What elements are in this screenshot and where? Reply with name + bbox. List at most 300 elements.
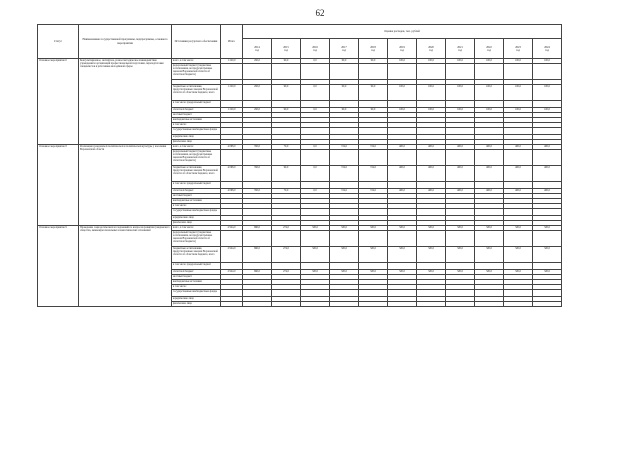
value-cell: 320,0 xyxy=(388,226,417,231)
value-cell: 320,0 xyxy=(417,247,446,263)
source-cell: физические лица xyxy=(172,140,221,145)
value-cell xyxy=(446,150,475,166)
source-cell: бюджетные ассигнования, предусмотренные законом Воронежской области об областном бюджете, всего xyxy=(172,85,221,101)
value-cell xyxy=(417,209,446,216)
value-cell xyxy=(330,182,359,189)
value-cell: 724,0 xyxy=(330,189,359,194)
year-suffix: год xyxy=(371,48,375,52)
value-cell xyxy=(243,182,272,189)
value-cell: 320,0 xyxy=(359,226,388,231)
value-cell xyxy=(475,231,504,247)
value-cell xyxy=(359,263,388,270)
total-cell: 4 098,0 xyxy=(221,145,243,150)
value-cell xyxy=(504,128,533,135)
value-cell xyxy=(417,128,446,135)
block-name: Консультационное, экспертное, и иное методическое взаимодействие учреждений и организаций профессиональной подготовки, переподготовки специалистов и работников молодёжной сферы xyxy=(79,59,172,145)
value-cell: 100,0 xyxy=(446,85,475,101)
year-suffix: год xyxy=(516,48,520,52)
total-cell xyxy=(221,101,243,108)
value-cell: 690,0 xyxy=(243,247,272,263)
value-cell: 400,0 xyxy=(504,189,533,194)
value-cell xyxy=(475,209,504,216)
value-cell: 100,0 xyxy=(446,108,475,113)
value-cell xyxy=(359,101,388,108)
value-cell xyxy=(504,302,533,307)
value-cell xyxy=(475,64,504,80)
source-cell: областной бюджет xyxy=(172,189,221,194)
value-cell: 70,0 xyxy=(272,145,301,150)
value-cell xyxy=(330,231,359,247)
value-cell xyxy=(504,209,533,216)
value-cell: 100,0 xyxy=(446,59,475,64)
header-year-2017 xyxy=(330,39,359,59)
table-body xyxy=(38,59,562,307)
value-cell: 724,0 xyxy=(330,166,359,182)
value-cell: 100,0 xyxy=(504,59,533,64)
value-cell xyxy=(504,231,533,247)
total-cell xyxy=(221,231,243,247)
total-cell xyxy=(221,209,243,216)
value-cell xyxy=(330,128,359,135)
value-cell xyxy=(446,263,475,270)
value-cell xyxy=(388,263,417,270)
value-cell: 350,0 xyxy=(243,189,272,194)
value-cell xyxy=(301,209,330,216)
value-cell xyxy=(446,182,475,189)
value-cell: 400,0 xyxy=(533,145,562,150)
year-suffix: год xyxy=(255,48,259,52)
source-cell: юридические лица xyxy=(172,216,221,221)
value-cell: 320,0 xyxy=(301,270,330,275)
value-cell xyxy=(475,182,504,189)
value-cell: 320,0 xyxy=(446,226,475,231)
source-cell: в том числе: федеральный бюджет xyxy=(172,182,221,189)
value-cell: 320,0 xyxy=(417,226,446,231)
block-name: Реализация гражданской политической и политической культуры у населения Воронежской области xyxy=(79,145,172,226)
value-cell xyxy=(446,128,475,135)
source-cell: в том числе: федеральный бюджет xyxy=(172,101,221,108)
year-suffix: год xyxy=(545,48,549,52)
header-year-2019 xyxy=(388,39,417,59)
value-cell: 320,0 xyxy=(301,226,330,231)
value-cell: 320,0 xyxy=(475,270,504,275)
value-cell xyxy=(533,209,562,216)
value-cell xyxy=(301,231,330,247)
value-cell: 400,0 xyxy=(417,189,446,194)
value-cell xyxy=(301,302,330,307)
value-cell: 400,0 xyxy=(417,145,446,150)
value-cell: 320,0 xyxy=(417,270,446,275)
value-cell xyxy=(330,101,359,108)
value-cell: 450,0 xyxy=(243,59,272,64)
value-cell: 320,0 xyxy=(359,247,388,263)
value-cell xyxy=(243,64,272,80)
value-cell: 400,0 xyxy=(417,166,446,182)
value-cell: 90,0 xyxy=(272,166,301,182)
year-label: 2020 xyxy=(428,45,434,49)
value-cell: 100,0 xyxy=(388,59,417,64)
value-cell: 320,0 xyxy=(330,270,359,275)
value-cell xyxy=(243,231,272,247)
value-cell: 320,0 xyxy=(330,226,359,231)
value-cell: 400,0 xyxy=(475,189,504,194)
year-label: 2017 xyxy=(341,45,347,49)
value-cell: 320,0 xyxy=(504,270,533,275)
value-cell: 0,0 xyxy=(301,85,330,101)
value-cell: 690,0 xyxy=(243,226,272,231)
source-cell: федеральный бюджет (бюджетные ассигнования, не предусмотренные законом Воронежской области об областном бюджете) xyxy=(172,64,221,80)
block-status: Основное мероприятие 6 xyxy=(38,59,79,145)
year-suffix: год xyxy=(313,48,317,52)
value-cell xyxy=(272,231,301,247)
value-cell: 400,0 xyxy=(504,166,533,182)
value-cell xyxy=(533,182,562,189)
value-cell xyxy=(359,182,388,189)
budget-table xyxy=(37,24,562,307)
value-cell xyxy=(330,302,359,307)
value-cell xyxy=(272,64,301,80)
total-cell: 2 924,0 xyxy=(221,226,243,231)
value-cell xyxy=(504,101,533,108)
value-cell: 320,0 xyxy=(446,247,475,263)
header-year-2024 xyxy=(533,39,562,59)
value-cell: 0,0 xyxy=(301,189,330,194)
value-cell: 320,0 xyxy=(504,226,533,231)
header-year-2021 xyxy=(446,39,475,59)
source-cell: физические лица xyxy=(172,221,221,226)
year-label: 2019 xyxy=(399,45,405,49)
source-cell: государственные внебюджетные фонды xyxy=(172,290,221,297)
value-cell xyxy=(417,64,446,80)
value-cell: 100,0 xyxy=(388,108,417,113)
header-year-2016 xyxy=(301,39,330,59)
value-cell xyxy=(504,290,533,297)
total-cell xyxy=(221,64,243,80)
value-cell: 724,0 xyxy=(359,189,388,194)
value-cell xyxy=(243,290,272,297)
source-cell: внебюджетные источники xyxy=(172,118,221,123)
value-cell xyxy=(533,64,562,80)
source-cell: местный бюджет xyxy=(172,194,221,199)
header-name: Наименование государственной программы, подпрограммы, основного мероприятия xyxy=(79,25,172,59)
value-cell: 320,0 xyxy=(330,247,359,263)
value-cell xyxy=(504,150,533,166)
total-cell: 1 220,0 xyxy=(221,108,243,113)
value-cell xyxy=(301,101,330,108)
total-cell xyxy=(221,290,243,297)
value-cell xyxy=(359,209,388,216)
total-cell xyxy=(221,182,243,189)
year-label: 2018 xyxy=(370,45,376,49)
value-cell xyxy=(533,150,562,166)
value-cell xyxy=(272,290,301,297)
value-cell: 90,0 xyxy=(359,59,388,64)
value-cell: 400,0 xyxy=(446,166,475,182)
source-cell: в том числе: xyxy=(172,285,221,290)
source-cell: местный бюджет xyxy=(172,275,221,280)
value-cell: 0,0 xyxy=(301,166,330,182)
value-cell: 724,0 xyxy=(359,166,388,182)
value-cell xyxy=(330,263,359,270)
value-cell: 274,0 xyxy=(272,247,301,263)
total-cell: 1 220,0 xyxy=(221,85,243,101)
value-cell: 320,0 xyxy=(475,226,504,231)
value-cell: 100,0 xyxy=(533,108,562,113)
value-cell xyxy=(301,290,330,297)
value-cell xyxy=(446,64,475,80)
value-cell: 100,0 xyxy=(504,108,533,113)
value-cell: 400,0 xyxy=(475,145,504,150)
header-status: Статус xyxy=(38,25,79,59)
total-cell xyxy=(221,128,243,135)
header-year-2015 xyxy=(272,39,301,59)
value-cell xyxy=(388,101,417,108)
value-cell xyxy=(417,101,446,108)
source-cell: в том числе: xyxy=(172,123,221,128)
header-estimate: Оценка расходов, тыс. рублей xyxy=(243,25,562,39)
value-cell xyxy=(359,290,388,297)
value-cell: 90,0 xyxy=(272,59,301,64)
source-cell: федеральный бюджет (бюджетные ассигнования, не предусмотренные законом Воронежской области об областном бюджете) xyxy=(172,150,221,166)
value-cell: 320,0 xyxy=(475,247,504,263)
header-year-2022 xyxy=(475,39,504,59)
value-cell xyxy=(330,64,359,80)
value-cell: 724,0 xyxy=(359,145,388,150)
value-cell xyxy=(272,209,301,216)
source-cell: в том числе: xyxy=(172,204,221,209)
value-cell: 274,0 xyxy=(272,270,301,275)
total-cell: 1 220,0 xyxy=(221,59,243,64)
year-suffix: год xyxy=(429,48,433,52)
source-cell: всего, в том числе: xyxy=(172,145,221,150)
value-cell: 320,0 xyxy=(388,247,417,263)
value-cell xyxy=(301,182,330,189)
total-cell: 2 924,0 xyxy=(221,270,243,275)
source-cell: юридические лица xyxy=(172,297,221,302)
value-cell xyxy=(301,64,330,80)
value-cell: 100,0 xyxy=(417,85,446,101)
value-cell: 724,0 xyxy=(330,145,359,150)
value-cell: 90,0 xyxy=(330,85,359,101)
source-cell: областной бюджет xyxy=(172,270,221,275)
block-status: Основное мероприятие 8 xyxy=(38,145,79,226)
value-cell xyxy=(272,150,301,166)
source-cell: государственные внебюджетные фонды xyxy=(172,128,221,135)
value-cell xyxy=(301,128,330,135)
header-year-2014 xyxy=(243,39,272,59)
value-cell: 320,0 xyxy=(533,270,562,275)
value-cell: 400,0 xyxy=(533,189,562,194)
value-cell xyxy=(388,302,417,307)
source-cell: бюджетные ассигнования, предусмотренные законом Воронежской области об областном бюджете, всего xyxy=(172,166,221,182)
value-cell: 320,0 xyxy=(446,270,475,275)
value-cell xyxy=(533,290,562,297)
value-cell xyxy=(272,128,301,135)
value-cell: 90,0 xyxy=(330,108,359,113)
value-cell xyxy=(446,231,475,247)
value-cell: 400,0 xyxy=(388,166,417,182)
value-cell xyxy=(388,150,417,166)
header-year-2020 xyxy=(417,39,446,59)
value-cell xyxy=(359,150,388,166)
value-cell xyxy=(388,182,417,189)
value-cell: 320,0 xyxy=(504,247,533,263)
value-cell: 274,0 xyxy=(272,226,301,231)
total-cell: 4 098,0 xyxy=(221,189,243,194)
source-cell: всего, в том числе: xyxy=(172,226,221,231)
value-cell xyxy=(359,128,388,135)
value-cell xyxy=(533,231,562,247)
value-cell: 100,0 xyxy=(417,108,446,113)
value-cell: 320,0 xyxy=(301,247,330,263)
value-cell: 70,0 xyxy=(272,189,301,194)
value-cell xyxy=(475,290,504,297)
value-cell xyxy=(388,128,417,135)
value-cell: 100,0 xyxy=(475,59,504,64)
value-cell xyxy=(475,128,504,135)
value-cell xyxy=(533,263,562,270)
value-cell: 320,0 xyxy=(533,226,562,231)
value-cell xyxy=(417,263,446,270)
source-cell: государственные внебюджетные фонды xyxy=(172,209,221,216)
value-cell xyxy=(359,302,388,307)
year-label: 2016 xyxy=(312,45,318,49)
value-cell xyxy=(417,182,446,189)
value-cell: 400,0 xyxy=(475,166,504,182)
value-cell: 90,0 xyxy=(359,85,388,101)
source-cell: внебюджетные источники xyxy=(172,199,221,204)
value-cell xyxy=(243,302,272,307)
value-cell xyxy=(330,290,359,297)
value-cell: 0,0 xyxy=(301,59,330,64)
value-cell: 400,0 xyxy=(446,145,475,150)
value-cell: 350,0 xyxy=(243,166,272,182)
source-cell: бюджетные ассигнования, предусмотренные законом Воронежской области об областном бюджете, всего xyxy=(172,247,221,263)
year-label: 2015 xyxy=(283,45,289,49)
block-name: Проведение социологических исследований по вопросам развития гражданского общества, межконфессиональных и межэтнических отношений xyxy=(79,226,172,307)
year-label: 2021 xyxy=(457,45,463,49)
value-cell xyxy=(243,128,272,135)
source-cell: всего, в том числе: xyxy=(172,59,221,64)
source-cell: внебюджетные источники xyxy=(172,280,221,285)
total-cell xyxy=(221,150,243,166)
value-cell xyxy=(417,302,446,307)
value-cell: 90,0 xyxy=(272,85,301,101)
source-cell: в том числе: федеральный бюджет xyxy=(172,263,221,270)
value-cell xyxy=(533,101,562,108)
value-cell xyxy=(446,101,475,108)
value-cell xyxy=(301,150,330,166)
value-cell xyxy=(359,64,388,80)
year-suffix: год xyxy=(458,48,462,52)
header-year-2023 xyxy=(504,39,533,59)
value-cell: 690,0 xyxy=(243,270,272,275)
year-suffix: год xyxy=(342,48,346,52)
value-cell: 400,0 xyxy=(446,189,475,194)
source-cell: областной бюджет xyxy=(172,108,221,113)
value-cell xyxy=(533,128,562,135)
total-cell: 2 924,0 xyxy=(221,247,243,263)
value-cell xyxy=(243,263,272,270)
source-cell: федеральный бюджет (бюджетные ассигнования, не предусмотренные законом Воронежской области об областном бюджете) xyxy=(172,231,221,247)
value-cell xyxy=(272,302,301,307)
value-cell: 100,0 xyxy=(533,85,562,101)
value-cell xyxy=(388,290,417,297)
year-suffix: год xyxy=(487,48,491,52)
block-status: Основное мероприятие 9 xyxy=(38,226,79,307)
total-cell xyxy=(221,302,243,307)
value-cell: 320,0 xyxy=(388,270,417,275)
value-cell xyxy=(388,64,417,80)
value-cell: 400,0 xyxy=(388,189,417,194)
value-cell: 90,0 xyxy=(272,108,301,113)
value-cell: 400,0 xyxy=(388,145,417,150)
value-cell: 0,0 xyxy=(301,108,330,113)
source-cell: физические лица xyxy=(172,302,221,307)
value-cell xyxy=(330,209,359,216)
value-cell xyxy=(475,263,504,270)
header-total: Итого xyxy=(221,25,243,59)
value-cell xyxy=(243,150,272,166)
page-number: 62 xyxy=(315,8,325,18)
value-cell xyxy=(446,302,475,307)
value-cell xyxy=(504,182,533,189)
value-cell xyxy=(504,64,533,80)
value-cell: 100,0 xyxy=(388,85,417,101)
value-cell xyxy=(504,263,533,270)
value-cell xyxy=(359,231,388,247)
value-cell xyxy=(446,290,475,297)
value-cell xyxy=(475,302,504,307)
value-cell: 400,0 xyxy=(533,166,562,182)
value-cell: 100,0 xyxy=(417,59,446,64)
value-cell xyxy=(272,182,301,189)
value-cell xyxy=(272,101,301,108)
total-cell xyxy=(221,263,243,270)
value-cell: 450,0 xyxy=(243,108,272,113)
value-cell: 100,0 xyxy=(475,85,504,101)
year-label: 2024 xyxy=(544,45,550,49)
value-cell xyxy=(243,209,272,216)
value-cell: 0,0 xyxy=(301,145,330,150)
value-cell xyxy=(272,263,301,270)
table-header xyxy=(38,25,562,59)
value-cell xyxy=(417,290,446,297)
value-cell xyxy=(475,150,504,166)
value-cell xyxy=(330,150,359,166)
value-cell: 100,0 xyxy=(533,59,562,64)
value-cell xyxy=(243,101,272,108)
value-cell: 400,0 xyxy=(504,145,533,150)
value-cell xyxy=(417,231,446,247)
value-cell xyxy=(388,231,417,247)
total-cell: 4 098,0 xyxy=(221,166,243,182)
value-cell: 100,0 xyxy=(504,85,533,101)
value-cell: 320,0 xyxy=(533,247,562,263)
value-cell xyxy=(475,101,504,108)
year-label: 2023 xyxy=(515,45,521,49)
source-cell: юридические лица xyxy=(172,135,221,140)
year-suffix: год xyxy=(284,48,288,52)
value-cell xyxy=(388,209,417,216)
year-label: 2022 xyxy=(486,45,492,49)
value-cell: 100,0 xyxy=(475,108,504,113)
value-cell: 320,0 xyxy=(359,270,388,275)
year-label: 2014 xyxy=(254,45,260,49)
source-cell: местный бюджет xyxy=(172,113,221,118)
year-suffix: год xyxy=(400,48,404,52)
value-cell xyxy=(533,302,562,307)
